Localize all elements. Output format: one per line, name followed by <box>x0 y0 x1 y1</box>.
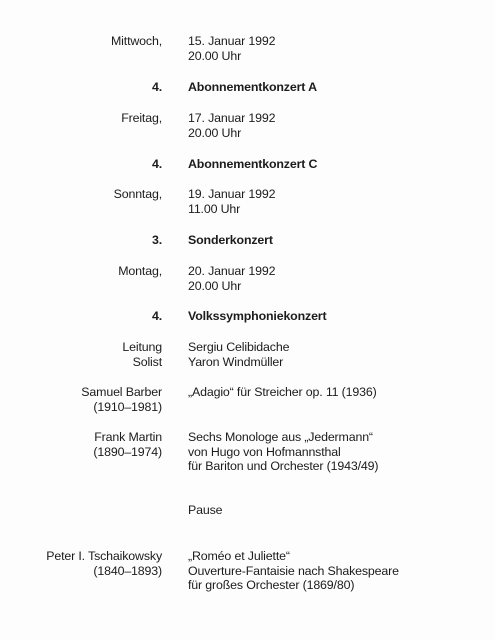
event-title: Sonderkonzert <box>188 233 273 247</box>
event-day: Montag, <box>118 264 162 278</box>
work-line: Ouverture-Fantaisie nach Shakespeare <box>188 563 399 578</box>
event-number: 4. <box>151 157 162 171</box>
composer <box>46 549 162 578</box>
event-time: 11.00 Uhr <box>188 201 241 216</box>
composer <box>93 430 162 459</box>
event-number: 4. <box>151 80 162 94</box>
event-time: 20.00 Uhr <box>188 125 242 140</box>
work-line: „Adagio“ für Streicher op. 11 (1936) <box>188 385 377 399</box>
composer-years: (1910–1981) <box>93 399 162 414</box>
event-title: Abonnementkonzert C <box>188 157 318 171</box>
event-datetime <box>188 264 275 293</box>
work-line: für großes Orchester (1869/80) <box>188 578 355 592</box>
event-datetime <box>188 187 275 216</box>
event-datetime <box>188 111 275 140</box>
composer-years: (1890–1974) <box>93 444 162 459</box>
pause-label: Pause <box>188 503 223 517</box>
work-line: Sechs Monologe aus „Jedermann“ <box>188 430 373 444</box>
performer-name: Yaron Windmüller <box>188 354 284 369</box>
composer-name: Samuel Barber <box>81 385 162 399</box>
composer <box>81 385 162 414</box>
performer-role: Solist <box>132 354 162 369</box>
event-title: Abonnementkonzert A <box>188 80 317 94</box>
event-number: 4. <box>151 309 162 323</box>
performer-names <box>188 340 289 369</box>
work-line: von Hugo von Hofmannsthal <box>188 444 341 459</box>
work-description <box>188 549 399 593</box>
composer-name: Peter I. Tschaikowsky <box>46 549 162 563</box>
event-date: 17. Januar 1992 <box>188 111 276 125</box>
event-day: Sonntag, <box>113 187 162 201</box>
event-day: Freitag, <box>121 111 162 125</box>
work-description <box>188 385 377 400</box>
event-date: 15. Januar 1992 <box>188 34 276 48</box>
work-line: „Roméo et Juliette“ <box>188 549 290 563</box>
work-line: für Bariton und Orchester (1943/49) <box>188 459 379 473</box>
event-datetime <box>188 34 275 63</box>
event-time: 20.00 Uhr <box>188 278 242 293</box>
event-number: 3. <box>151 233 162 247</box>
event-title: Volkssymphoniekonzert <box>188 309 327 323</box>
performer-name: Sergiu Celibidache <box>188 340 290 354</box>
event-date: 20. Januar 1992 <box>188 264 276 278</box>
work-description <box>188 430 378 474</box>
composer-years: (1840–1893) <box>93 563 162 578</box>
event-date: 19. Januar 1992 <box>188 187 276 201</box>
event-day: Mittwoch, <box>111 34 162 48</box>
performer-roles <box>122 340 162 369</box>
event-time: 20.00 Uhr <box>188 48 242 63</box>
performer-role: Leitung <box>122 340 162 354</box>
composer-name: Frank Martin <box>94 430 162 444</box>
